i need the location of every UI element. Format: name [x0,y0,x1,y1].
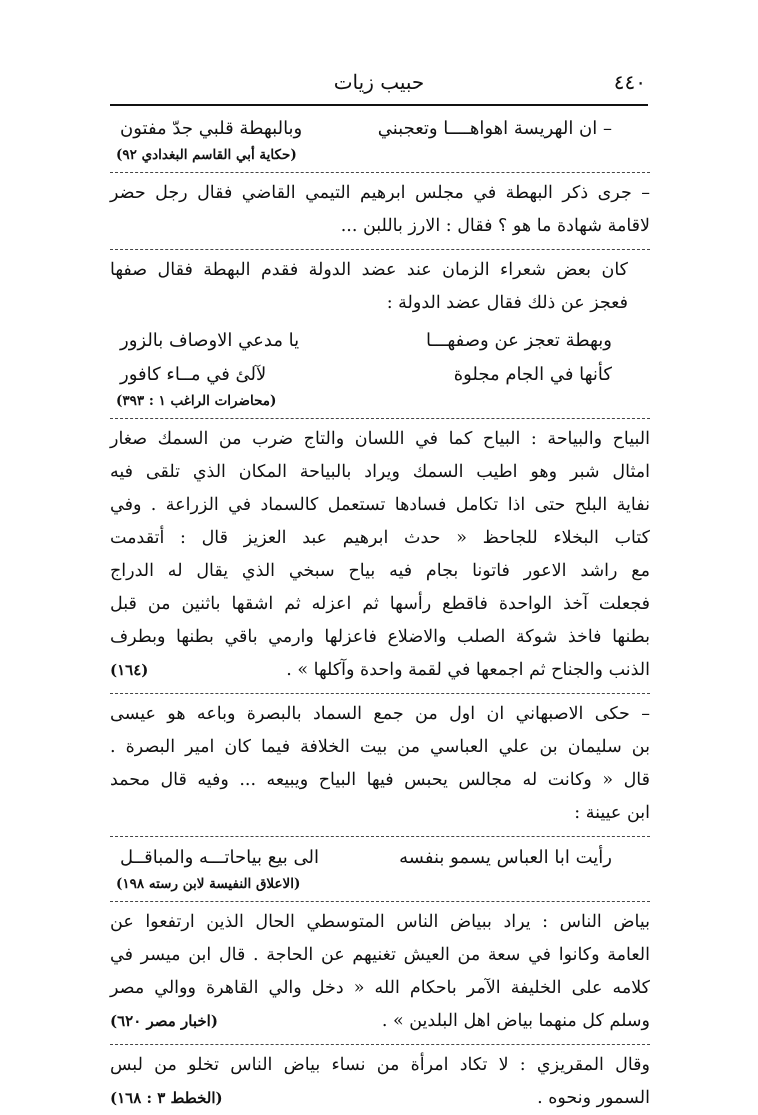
section-divider [110,693,650,694]
text-line: – جرى ذكر البهطة في مجلس ابرهيم التيمي القاضي فقال رجل حضر [110,183,650,203]
text-line: البياح والبياحة : البياح كما في اللسان والتاج ضرب من السمك صغار [110,429,650,449]
text-line: كان بعض شعراء الزمان عند عضد الدولة فقدم البهطة فقال صفها [110,260,628,280]
text-line: بن سليمان بن علي العباسي من بيت الخلافة فيما كان امير البصرة . [110,737,650,757]
text-line: لاقامة شهادة ما هو ؟ فقال : الارز باللبن ... [340,216,650,236]
page-body [110,112,650,1115]
source-citation: (محاضرات الراغب ١ : ٣٩٣) [116,393,277,409]
section-divider [110,901,650,902]
verse-hemistich-left: الى بيع بياحاتـــه والمباقــل [120,847,319,868]
text-line [110,1082,650,1115]
text-line: فعجز عن ذلك فقال عضد الدولة : [386,293,628,313]
page-header [112,70,646,98]
text-line: مع راشد الاعور فاتونا بجام فيه بياح سبخي الذي يقال له الدراج [110,561,650,581]
running-title: حبيب زيات [333,70,425,94]
text-line: كتاب البخلاء للجاحظ « حدث ابرهيم عبد العزيز قال : أتقدمت [110,528,650,548]
verse-hemistich-right: – ان الهريسة اهواهــــا وتعجبني [377,118,612,139]
verse-hemistich-left: يا مدعي الاوصاف بالزور [120,330,300,351]
text-line [110,1005,650,1038]
source-citation: (الخطط ٣ : ١٦٨) [110,1089,223,1107]
paragraph [110,906,650,1038]
verse-line [110,112,650,146]
text-line: قال « وكانت له مجالس يحبس فيها البياح ويبيعه ... وفيه قال محمد [110,770,650,790]
source-citation: (اخبار مصر ٦٢٠) [110,1012,218,1030]
paragraph [110,177,650,243]
section-divider [110,249,650,250]
text-line: نفاية البلح حتى اذا تكامل فسادها تستعمل كالسماد في الزراعة . وفي [110,495,650,515]
verse-line [110,324,650,358]
text-line: بياض الناس : يراد ببياض الناس المتوسطي الحال الذين ارتفعوا عن [110,912,650,932]
header-rule [110,104,648,106]
text-line [110,654,650,687]
text-line: – حكى الاصبهاني ان اول من جمع السماد بالبصرة وباعه هو عيسى [110,704,650,724]
text-line: كلامه على الخليفة الآمر باحكام الله « دخل والي القاهرة ووالي مصر [110,978,650,998]
text-line: بطنها فاخذ شوكة الصلب والاضلاع فاعزلها وارمي باقي بطنها وبطرف [110,627,650,647]
text-line: امثال شبر وهو اطيب السمك ويراد بالبياحة المكان الذي تلقى فيه [110,462,650,482]
page-number: ٤٤٠ [613,70,646,94]
verse-hemistich-right: وبهطة تعجز عن وصفهـــا [426,330,612,351]
verse-hemistich-left: لآلئ في مــاء كافور [120,364,267,385]
text-line: فجعلت آخذ الواحدة فاقطع رأسها ثم اعزله ثم اشقها باثنين من قبل [110,594,650,614]
section-divider [110,418,650,419]
section-divider [110,836,650,837]
text-line-content: وسلم كل منهما بياض اهل البلدين » . [381,1011,650,1031]
text-line: وقال المقريزي : لا تكاد امرأة من نساء بياض الناس تخلو من لبس [110,1055,650,1075]
verse-hemistich-left: وبالبهطة قلبي جدّ مفتون [120,118,303,139]
verse-line [110,841,650,875]
text-line: العامة وكانوا في سعة من العيش تغنيهم عن الحاجة . قال ابن ميسر في [110,945,650,965]
section-divider [110,172,650,173]
text-line: ابن عيينة : [574,803,650,823]
section-divider [110,1044,650,1045]
text-line-content: السمور ونحوه . [537,1088,650,1108]
reference-number: (١٦٤) [110,661,149,679]
text-line-content: الذنب والجناح ثم اجمعها في لقمة واحدة وآكلها » . [286,660,650,680]
verse-hemistich-right: كأنها في الجام مجلوة [453,364,612,385]
verse-line [110,358,650,392]
paragraph [110,1049,650,1115]
paragraph [110,698,650,830]
source-citation: (الاعلاق النفيسة لابن رسته ١٩٨) [116,876,301,892]
paragraph [110,254,650,320]
paragraph [110,423,650,687]
verse-hemistich-right: رأيت ابا العباس يسمو بنفسه [399,847,612,868]
source-citation: (حكاية أبي القاسم البغدادي ٩٢) [116,147,297,163]
